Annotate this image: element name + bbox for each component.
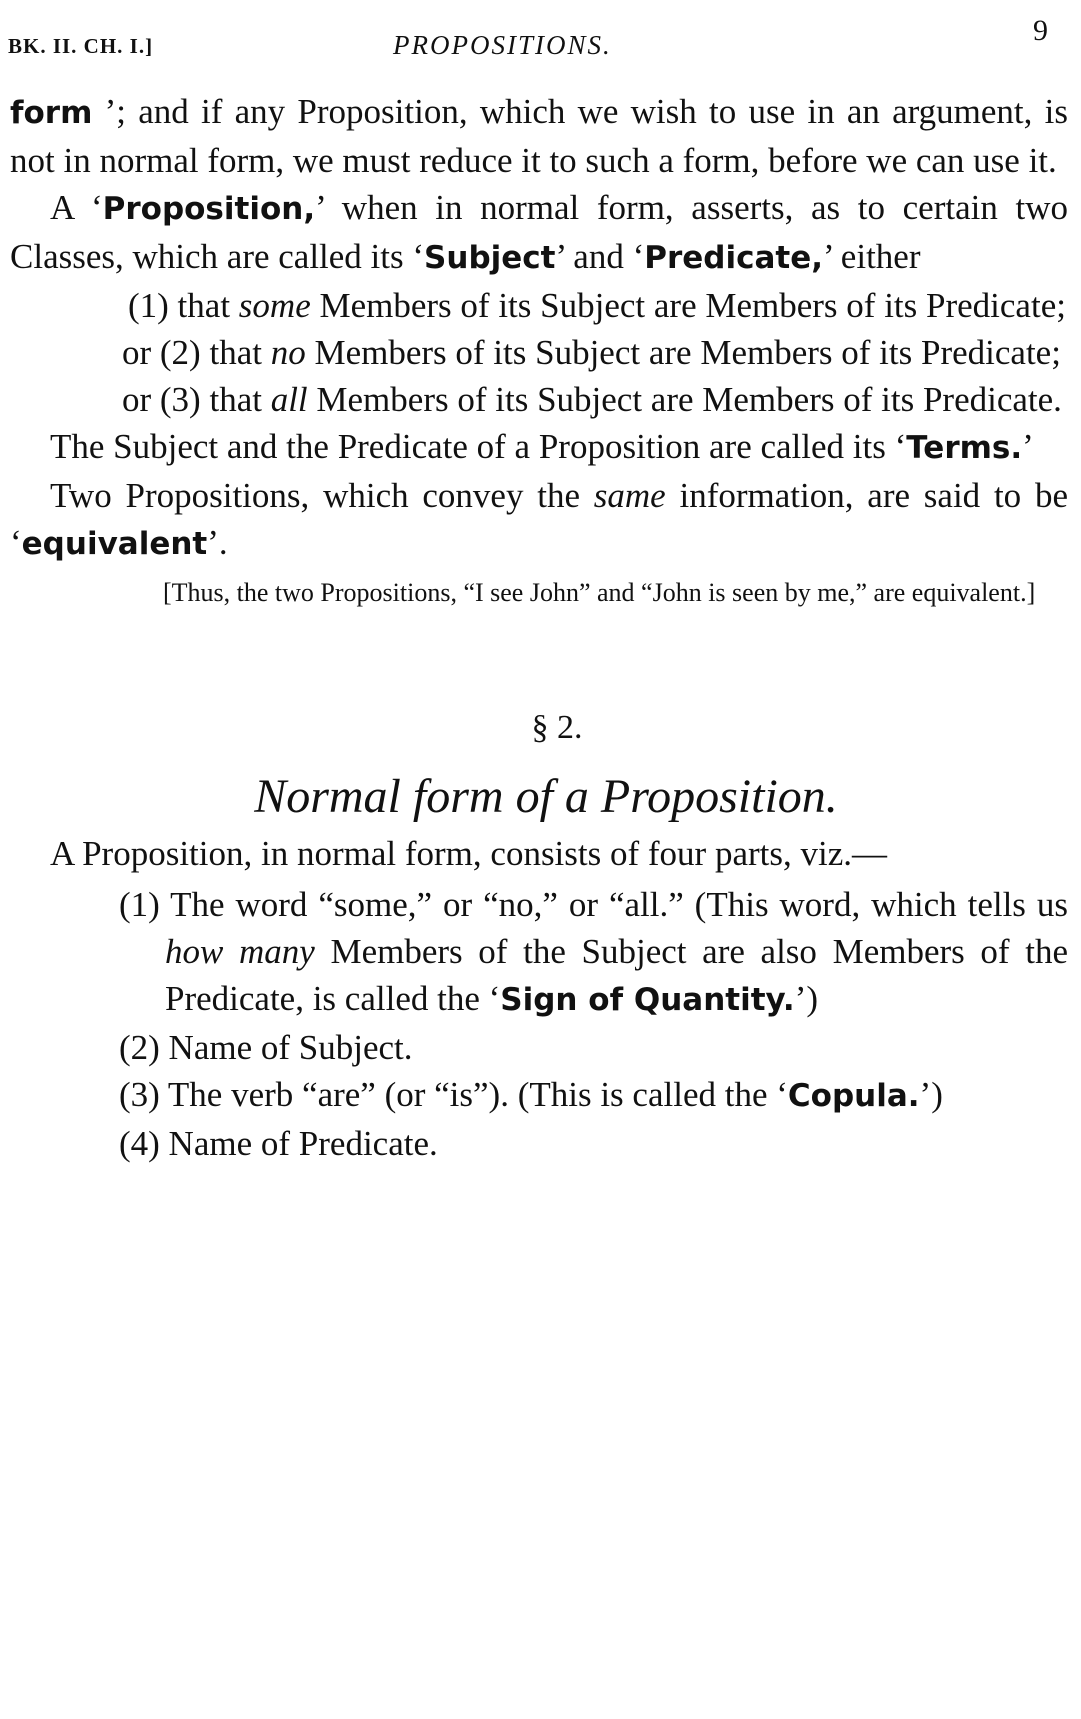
paragraph-normal-form bbox=[10, 88, 1068, 184]
book-chapter-reference: BK. II. CH. I.] bbox=[8, 34, 154, 58]
paragraph-text: ’; and if any Proposition, which we wish to use in an argument, is not in normal form, we must reduce it to such a form, before we can use it. bbox=[10, 92, 1068, 180]
list-item bbox=[10, 329, 1068, 376]
text-fragment: Members of the Subject are also Members of the Predicate, is called the ‘ bbox=[165, 932, 1068, 1018]
text-fragment: ’ when in normal form, asserts, as to certain two Classes, which are called its ‘ bbox=[10, 188, 1068, 276]
text-fragment: ’ either bbox=[823, 237, 921, 276]
running-header bbox=[8, 14, 1048, 62]
section-title: Normal form of a Proposition. bbox=[254, 770, 838, 823]
list-item bbox=[10, 881, 1068, 1024]
list-item bbox=[10, 282, 1068, 329]
emphasis: all bbox=[270, 380, 308, 419]
paragraph-terms bbox=[10, 423, 1068, 472]
page-body bbox=[10, 88, 1068, 1167]
list-item: (2) Name of Subject. bbox=[119, 1028, 413, 1067]
section-number: § 2. bbox=[531, 709, 583, 746]
text-fragment: (3) The verb “are” (or “is”). (This is called the ‘ bbox=[119, 1075, 788, 1114]
list-item bbox=[10, 1071, 1068, 1120]
text-fragment: (1) The word “some,” or “no,” or “all.” (This word, which tells us bbox=[119, 885, 1068, 924]
text-fragment: ’ and ‘ bbox=[555, 237, 645, 276]
text-fragment: ’ bbox=[1022, 427, 1034, 466]
text-fragment: ’) bbox=[919, 1075, 943, 1114]
text-fragment: or (3) that bbox=[122, 380, 271, 419]
term-predicate: Predicate, bbox=[644, 240, 823, 276]
term-subject: Subject bbox=[424, 240, 556, 276]
term-proposition: Proposition, bbox=[102, 191, 316, 227]
emphasis: same bbox=[593, 476, 666, 515]
text-fragment: Members of its Subject are Members of its Predicate; bbox=[310, 286, 1066, 325]
list-item bbox=[10, 376, 1068, 423]
emphasis: how many bbox=[165, 932, 315, 971]
list-item: (4) Name of Predicate. bbox=[119, 1124, 438, 1163]
text-fragment: or (2) that bbox=[122, 333, 271, 372]
term-form: form bbox=[10, 95, 93, 131]
text-fragment: information, are said to be ‘ bbox=[10, 476, 1068, 562]
term-sign-of-quantity: Sign of Quantity. bbox=[500, 982, 795, 1018]
text-fragment: (1) that bbox=[128, 286, 239, 325]
paragraph-equivalent bbox=[10, 472, 1068, 568]
text-fragment: ’) bbox=[794, 979, 818, 1018]
page-number: 9 bbox=[1033, 14, 1048, 47]
emphasis: some bbox=[238, 286, 311, 325]
paragraph-four-parts: A Proposition, in normal form, consists of four parts, viz.— bbox=[50, 834, 888, 873]
bracketed-note: [Thus, the two Propositions, “I see John” and “John is seen by me,” are equivalent.] bbox=[163, 578, 1036, 607]
term-copula: Copula. bbox=[787, 1078, 920, 1114]
paragraph-proposition-definition bbox=[10, 184, 1068, 282]
text-fragment: Members of its Subject are Members of its Predicate. bbox=[307, 380, 1062, 419]
text-fragment: Two Propositions, which convey the bbox=[50, 476, 594, 515]
text-fragment: ’. bbox=[207, 523, 228, 562]
text-fragment: Members of its Subject are Members of its Predicate; bbox=[305, 333, 1061, 372]
emphasis: no bbox=[270, 333, 306, 372]
text-fragment: The Subject and the Predicate of a Proposition are called its ‘ bbox=[50, 427, 907, 466]
running-title: PROPOSITIONS. bbox=[393, 30, 612, 60]
term-terms: Terms. bbox=[906, 430, 1023, 466]
text-fragment: A ‘ bbox=[50, 188, 103, 227]
term-equivalent: equivalent bbox=[21, 526, 208, 562]
